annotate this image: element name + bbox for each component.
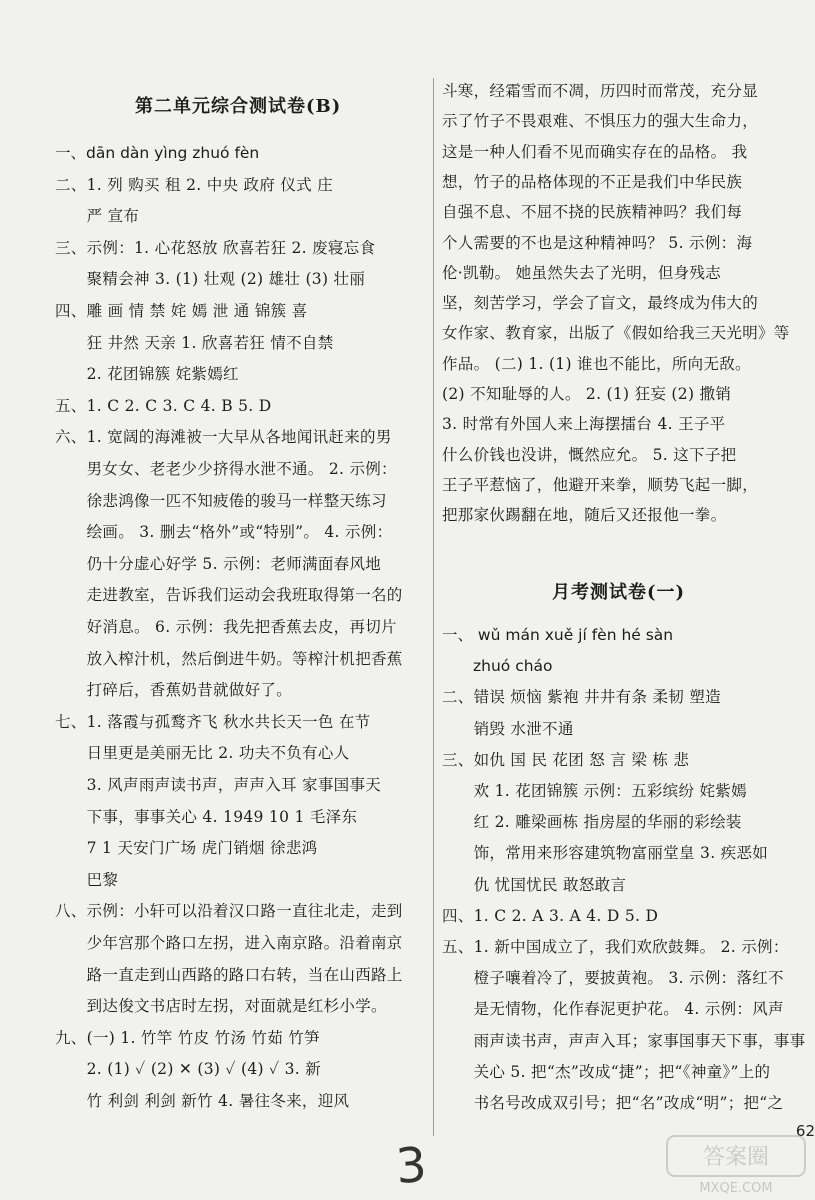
section-title-monthly-test-1: 月考测试卷(一) <box>552 582 686 603</box>
answer-line: 八、示例：小轩可以沿着汉口路一直往北走，走到 <box>55 902 403 921</box>
answer-line: 六、1. 宽阔的海滩被一大早从各地闻讯赶来的男 <box>55 428 392 447</box>
answer-line: 放入榨汁机，然后倒进牛奶。等榨汁机把香蕉 <box>55 649 403 668</box>
answer-line: 王子平惹恼了，他避开来拳，顺势飞起一脚， <box>442 475 759 494</box>
answer-line: 雨声读书声，声声入耳；家事国事天下事，事事 <box>442 1031 806 1050</box>
handwritten-mark: 3 <box>394 1137 429 1195</box>
svg-text:MXQE.COM: MXQE.COM <box>699 1181 773 1196</box>
page-number: 62 <box>795 1122 815 1140</box>
answer-line: 五、1. C 2. C 3. C 4. B 5. D <box>55 396 272 415</box>
answer-line: 二、错误 烦恼 紫袍 井井有条 柔韧 塑造 <box>442 688 721 707</box>
answer-line: 徐悲鸿像一匹不知疲倦的骏马一样整天练习 <box>55 491 387 510</box>
answer-line: 七、1. 落霞与孤鹜齐飞 秋水共长天一色 在节 <box>55 712 371 731</box>
answer-line: 斗寒，经霜雪而不凋，历四时而常茂，充分显 <box>442 82 759 100</box>
answer-line: 男女女、老老少少挤得水泄不通。 2. 示例： <box>55 460 397 478</box>
answer-line: (2) 不知耻辱的人。 2. (1) 狂妄 (2) 撒销 <box>442 385 732 403</box>
answer-line: 什么价钱也没讲，慨然应允。 5. 这下子把 <box>442 445 737 464</box>
answer-line: 严 宣布 <box>55 207 140 226</box>
answer-line: 下事，事事关心 4. 1949 10 1 毛泽东 <box>55 807 358 826</box>
watermark-logo <box>661 1130 811 1198</box>
answer-line: 日里更是美丽无比 2. 功夫不负有心人 <box>55 744 350 763</box>
answer-line: 伦·凯勒。 她虽然失去了光明，但身残志 <box>442 263 722 282</box>
answer-line: 狂 井然 天亲 1. 欣喜若狂 情不自禁 <box>55 333 334 352</box>
answer-line: 仇 忧国忧民 敢怒敢言 <box>442 875 627 894</box>
answer-line: 2. 花团锦簇 姹紫嫣红 <box>55 365 239 384</box>
answer-line: 红 2. 雕梁画栋 指房屋的华丽的彩绘装 <box>442 813 742 832</box>
answer-line: 仍十分虚心好学 5. 示例：老师满面春风地 <box>55 554 382 573</box>
answer-line: 五、1. 新中国成立了，我们欢欣鼓舞。 2. 示例： <box>442 938 789 956</box>
answer-line: 一、 wǔ mán xuě jí fèn hé sàn <box>442 626 674 644</box>
answer-line: 是无情物，化作春泥更护花。 4. 示例：风声 <box>442 1000 784 1019</box>
section-title-unit2-test-b: 第二单元综合测试卷(B) <box>135 96 342 117</box>
answer-line: 3. 风声雨声读书声，声声入耳 家事国事天 <box>55 776 382 794</box>
answer-line: 示了竹子不畏艰难、不惧压力的强大生命力， <box>442 112 759 131</box>
answer-line: 坚，刻苦学习，学会了盲文，最终成为伟大的 <box>442 294 759 313</box>
answer-line: 一、dān dàn yìng zhuó fèn <box>55 144 260 162</box>
answer-line: 四、雕 画 情 禁 姹 嫣 泄 通 锦簇 喜 <box>55 302 308 320</box>
answer-line: 到达俊文书店时左拐，对面就是红杉小学。 <box>55 997 387 1016</box>
answer-line: 书名号改成双引号；把“名”改成“明”；把“之 <box>442 1094 784 1112</box>
answer-line: 路一直走到山西路的路口右转，当在山西路上 <box>55 965 403 984</box>
answer-line: 自强不息、不屈不挠的民族精神吗？我们每 <box>442 203 743 222</box>
answer-line: 关心 5. 把“杰”改成“捷”；把“《神童》”上的 <box>442 1062 771 1081</box>
answer-line: 饰，常用来形容建筑物富丽堂皇 3. 疾恶如 <box>442 844 769 863</box>
answer-line: 2. (1) ✓ (2) ✕ (3) ✓ (4) ✓ 3. 新 <box>55 1060 322 1079</box>
answer-line: 三、如仇 国 民 花团 怒 言 梁 栋 悲 <box>442 750 690 769</box>
answer-line: 想，竹子的品格体现的不正是我们中华民族 <box>442 172 743 191</box>
answer-line: 把那家伙踢翻在地，随后又还报他一拳。 <box>442 506 727 525</box>
answer-line: 聚精会神 3. (1) 壮观 (2) 雄壮 (3) 壮丽 <box>55 270 366 289</box>
column-divider <box>433 78 434 1136</box>
answer-line: 这是一种人们看不见而确实存在的品格。 我 <box>442 142 748 161</box>
answer-line: 巴黎 <box>55 870 119 889</box>
answer-line: 女作家、教育家，出版了《假如给我三天光明》等 <box>442 324 790 343</box>
answer-line: 少年宫那个路口左拐，进入南京路。沿着南京 <box>55 934 403 952</box>
answer-line: 作品。 (二) 1. (1) 谁也不能比，所向无敌。 <box>442 354 751 373</box>
answer-line: 欢 1. 花团锦簇 示例：五彩缤纷 姹紫嫣 <box>442 782 747 800</box>
answer-line: 好消息。 6. 示例：我先把香蕉去皮，再切片 <box>55 618 397 636</box>
answer-line: zhuó cháo <box>442 657 553 676</box>
answer-line: 二、1. 列 购买 租 2. 中央 政府 仪式 庄 <box>55 175 333 194</box>
answer-line: 绘画。 3. 删去“格外”或“特别”。 4. 示例： <box>55 523 393 542</box>
answer-line: 四、1. C 2. A 3. A 4. D 5. D <box>442 906 659 925</box>
answer-line: 销毁 水泄不通 <box>442 719 574 738</box>
answer-line: 7 1 天安门广场 虎门销烟 徐悲鸿 <box>55 839 318 858</box>
answer-line: 走进教室，告诉我们运动会我班取得第一名的 <box>55 586 403 605</box>
answer-line: 竹 利剑 利剑 新竹 4. 暑往冬来，迎风 <box>55 1092 350 1110</box>
answer-line: 橙子嚷着冷了，要披黄袍。 3. 示例：落红不 <box>442 969 784 988</box>
answer-line: 三、示例：1. 心花怒放 欣喜若狂 2. 废寝忘食 <box>55 238 376 257</box>
answer-line: 九、(一) 1. 竹竿 竹皮 竹汤 竹茹 竹笋 <box>55 1028 320 1047</box>
answer-line: 3. 时常有外国人来上海摆擂台 4. 王子平 <box>442 415 726 434</box>
answer-line: 个人需要的不也是这种精神吗？ 5. 示例：海 <box>442 233 753 252</box>
watermark-text: 答案圈 <box>702 1145 770 1170</box>
answer-line: 打碎后，香蕉奶昔就做好了。 <box>55 681 293 700</box>
